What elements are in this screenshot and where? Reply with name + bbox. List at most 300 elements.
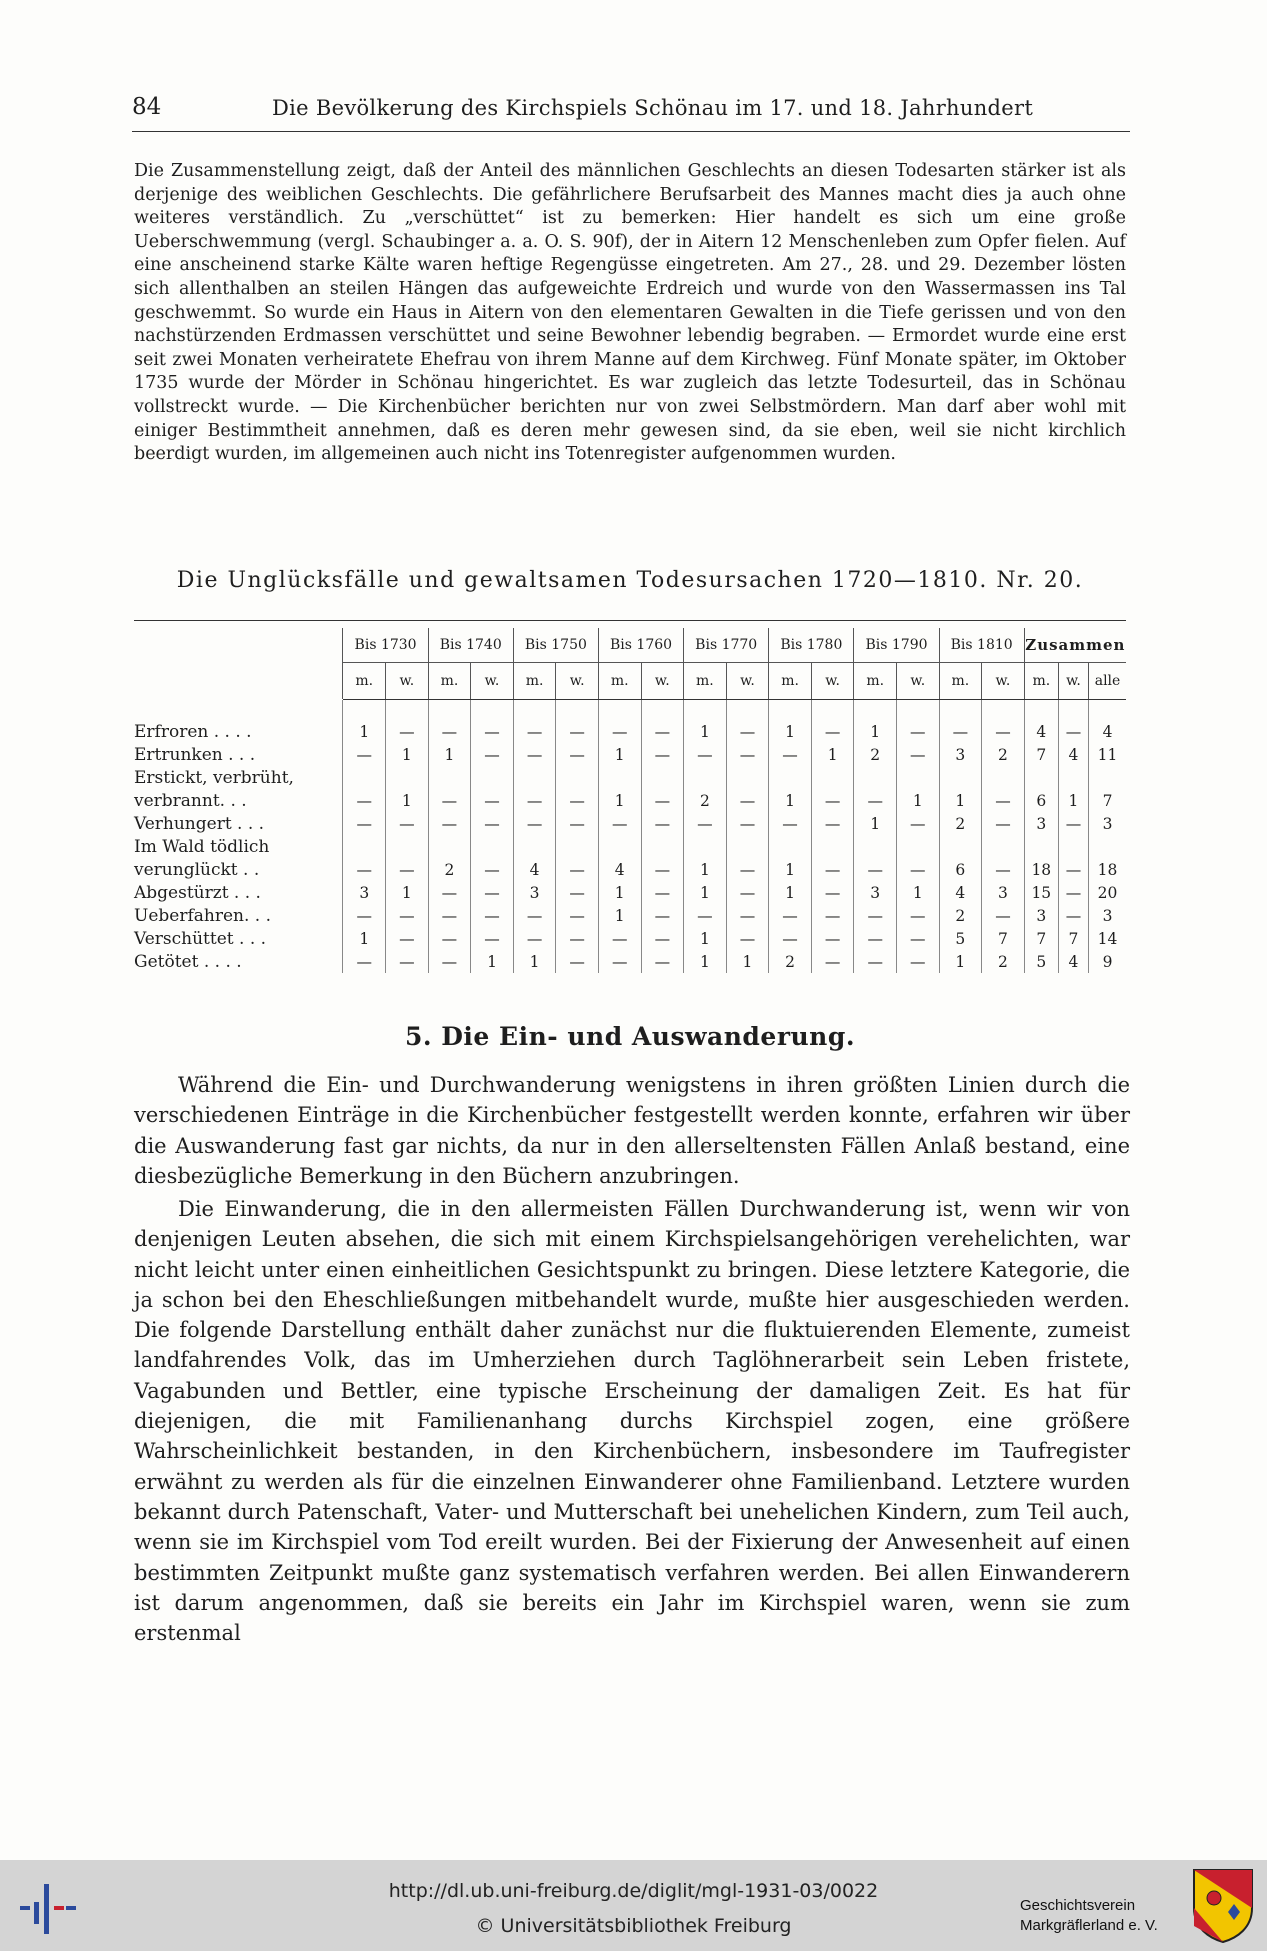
table-cell: — (471, 789, 514, 812)
table-cell (386, 835, 429, 858)
table-cell: 1 (598, 904, 641, 927)
table-cell: — (428, 950, 471, 973)
table-cell: 7 (1089, 789, 1126, 812)
table-cell: 20 (1089, 881, 1126, 904)
row-label: Getötet . . . . (134, 951, 242, 972)
table-cell: 18 (1089, 858, 1126, 881)
table-period-header-row (134, 628, 1126, 663)
table-cell: — (428, 881, 471, 904)
table-cell: 2 (428, 858, 471, 881)
table-cell (556, 700, 599, 721)
table-cell: 1 (769, 858, 812, 881)
table-cell: — (641, 950, 684, 973)
table-cell (939, 766, 982, 789)
table-cell: — (811, 789, 854, 812)
table-cell: 1 (471, 950, 514, 973)
table-cell: — (811, 904, 854, 927)
table-cell: 3 (1089, 812, 1126, 835)
section-heading: 5. Die Ein- und Auswanderung. (404, 1022, 856, 1051)
table-cell (726, 835, 769, 858)
period-header: Bis 1790 (854, 628, 939, 663)
table-cell: 2 (769, 950, 812, 973)
row-label: Im Wald tödlich (134, 836, 270, 857)
table-cell: — (386, 904, 429, 927)
table-cell: 2 (854, 743, 897, 766)
society-crest-icon[interactable] (1192, 1868, 1254, 1944)
table-cell: — (769, 904, 812, 927)
table-cell: 1 (684, 950, 727, 973)
table-row (134, 720, 1126, 743)
table-cell: 2 (939, 812, 982, 835)
table-cell (854, 835, 897, 858)
table-row (134, 904, 1126, 927)
table-row (134, 743, 1126, 766)
period-header: Bis 1810 (939, 628, 1024, 663)
table-cell (684, 700, 727, 721)
table-cell: 7 (1058, 927, 1088, 950)
table-cell: — (598, 812, 641, 835)
table-cell: 1 (811, 743, 854, 766)
table-cell: — (854, 927, 897, 950)
table-cell: 4 (1058, 950, 1088, 973)
table-cell (134, 700, 343, 721)
table-cell: — (343, 904, 386, 927)
table-cell: — (854, 950, 897, 973)
table-cell: 4 (1058, 743, 1088, 766)
total-header: Zusammen (1024, 628, 1126, 663)
table-cell: — (556, 720, 599, 743)
sub-header-female: w. (897, 663, 940, 700)
table-cell: — (854, 858, 897, 881)
header-rule (132, 131, 1130, 132)
table-cell: — (726, 743, 769, 766)
table-cell: — (598, 927, 641, 950)
table-cell (982, 766, 1025, 789)
table-cell: — (428, 720, 471, 743)
table-cell (854, 700, 897, 721)
table-cell: 1 (513, 950, 556, 973)
table-cell (939, 835, 982, 858)
sub-header-male: m. (343, 663, 386, 700)
table-spacer-row (134, 700, 1126, 721)
table-cell (982, 700, 1025, 721)
footer-url-link[interactable]: http://dl.ub.uni-freiburg.de/diglit/mgl-1931-03/0022 (388, 1880, 879, 1902)
table-cell (513, 700, 556, 721)
table-cell (897, 700, 940, 721)
table-cell (556, 835, 599, 858)
table-cell: 1 (726, 950, 769, 973)
table-cell: 4 (939, 881, 982, 904)
table-cell (811, 835, 854, 858)
table-cell: — (386, 950, 429, 973)
table-cell: — (982, 720, 1025, 743)
table-cell: 1 (684, 881, 727, 904)
table-cell: — (811, 881, 854, 904)
table-cell: 6 (1024, 789, 1058, 812)
table-row (134, 835, 1126, 858)
table-cell: — (471, 881, 514, 904)
table-cell: — (684, 812, 727, 835)
row-label: Abgestürzt . . . (134, 882, 261, 903)
table-cell: — (982, 904, 1025, 927)
table-cell: 3 (513, 881, 556, 904)
table-cell: 3 (1024, 812, 1058, 835)
table-cell: 3 (343, 881, 386, 904)
table-cell (854, 766, 897, 789)
table-cell: 4 (1024, 720, 1058, 743)
table-cell (811, 766, 854, 789)
table-cell (939, 700, 982, 721)
table-cell: — (939, 720, 982, 743)
sub-header-male: m. (854, 663, 897, 700)
period-header: Bis 1750 (513, 628, 598, 663)
table-cell: — (897, 743, 940, 766)
table-cell: — (811, 858, 854, 881)
table-cell: — (982, 812, 1025, 835)
table-cell: 4 (513, 858, 556, 881)
table-cell (1089, 835, 1126, 858)
table-cell (513, 835, 556, 858)
table-cell: — (854, 789, 897, 812)
table-cell: 1 (598, 789, 641, 812)
table-cell: — (897, 904, 940, 927)
row-label: Verhungert . . . (134, 813, 265, 834)
table-cell (471, 835, 514, 858)
period-header: Bis 1760 (598, 628, 683, 663)
table-cell: — (684, 743, 727, 766)
table-cell: — (513, 927, 556, 950)
table-cell: — (641, 904, 684, 927)
table-row (134, 766, 1126, 789)
table-cell: 18 (1024, 858, 1058, 881)
table-cell: — (811, 950, 854, 973)
viewer-footer (0, 1860, 1267, 1951)
table-cell: — (513, 812, 556, 835)
table-cell: — (556, 950, 599, 973)
table-cell: 1 (854, 720, 897, 743)
table-cell (1089, 766, 1126, 789)
table-cell (726, 700, 769, 721)
table-cell (556, 766, 599, 789)
table-cell: — (556, 789, 599, 812)
table-cell (769, 700, 812, 721)
table-cell (684, 766, 727, 789)
period-header: Bis 1780 (769, 628, 854, 663)
table-cell: — (684, 904, 727, 927)
table-cell: 4 (598, 858, 641, 881)
table-cell (684, 835, 727, 858)
sub-header-female: w. (726, 663, 769, 700)
row-label: verunglückt . . (134, 859, 260, 880)
table-cell: 1 (343, 720, 386, 743)
table-cell: 5 (1024, 950, 1058, 973)
table-cell: 1 (386, 743, 429, 766)
table-cell (598, 700, 641, 721)
table-cell: — (1058, 881, 1088, 904)
table-cell: 1 (769, 789, 812, 812)
table-cell: 1 (428, 743, 471, 766)
row-label: Erstickt, verbrüht, (134, 767, 294, 788)
table-cell: 1 (854, 812, 897, 835)
table-cell: — (386, 927, 429, 950)
table-cell: — (428, 812, 471, 835)
page-header (132, 94, 1130, 128)
table-cell: 3 (982, 881, 1025, 904)
intro-paragraph: Die Zusammenstellung zeigt, daß der Anteil des männlichen Geschlechts an diesen Todesarten stärker ist als derjenige des weiblichen Geschlechts. Die gefährlichere Berufsarbeit des Mannes macht dies ja auch ohne weiteres verständlich. Zu „verschüttet“ ist zu bemerken: Hier handelt es sich um eine große Ueberschwemmung (vergl. Schaubinger a. a. O. S. 90f), der in Aitern 12 Menschenleben zum Opfer fielen. Auf eine anscheinend starke Kälte waren heftige Regengüsse eingetreten. Am 27., 28. und 29. Dezember lösten sich allenthalben an steilen Hängen das aufgeweichte Erdreich und wurde von den Wassermassen ins Tal geschwemmt. So wurde ein Haus in Aitern von den elementaren Gewalten in die Tiefe gerissen und von den nachstürzenden Erdmassen verschüttet und seine Bewohner lebendig begraben. — Ermordet wurde eine erst seit zwei Monaten verheiratete Ehefrau von ihrem Manne auf dem Kirchweg. Fünf Monate später, im Oktober 1735 wurde der Mörder in Schönau hingerichtet. Es war zugleich das letzte Todesurteil, das in Schönau vollstreckt wurde. — Die Kirchenbücher berichten nur von zwei Selbstmördern. Man darf aber wohl mit einiger Bestimmtheit annehmen, daß es deren mehr gewesen sind, da sie eben, weil sie nicht kirchlich beerdigt wurden, im allgemeinen auch nicht ins Totenregister aufgenommen wurden. (134, 161, 1126, 465)
table-cell: — (811, 812, 854, 835)
table-cell (1024, 766, 1058, 789)
table-cell: 1 (684, 858, 727, 881)
table-cell (513, 766, 556, 789)
body-paragraph: Während die Ein- und Durchwanderung wenigstens in ihren größten Linien durch die verschiedenen Einträge in die Kirchenbücher festgestellt werden konnte, erfahren wir über die Auswanderung fast gar nichts, da nur in den allerseltensten Fällen Anlaß bestand, eine diesbezügliche Bemerkung in den Büchern anzubringen. (134, 1073, 1130, 1188)
table-cell: — (343, 789, 386, 812)
table-cell: 7 (1024, 927, 1058, 950)
table-cell (811, 700, 854, 721)
table-cell: 2 (982, 950, 1025, 973)
table-cell (641, 700, 684, 721)
table-cell (726, 766, 769, 789)
sub-header-female: w. (1058, 663, 1088, 700)
table-cell: — (897, 927, 940, 950)
sub-header-all: alle (1089, 663, 1126, 700)
table-cell: — (1058, 720, 1088, 743)
table-cell: — (386, 720, 429, 743)
table-cell (1058, 835, 1088, 858)
row-label: verbrannt. . . (134, 790, 247, 811)
table-cell: — (428, 904, 471, 927)
table-cell: — (513, 904, 556, 927)
table-cell: — (811, 927, 854, 950)
table-cell: — (513, 789, 556, 812)
table-cell: — (471, 927, 514, 950)
table-cell: — (1058, 904, 1088, 927)
table-cell: 6 (939, 858, 982, 881)
table-label-header (134, 628, 343, 700)
table-cell: 9 (1089, 950, 1126, 973)
footer-society-name (1020, 1896, 1158, 1936)
table-cell (598, 766, 641, 789)
row-label: Ertrunken . . . (134, 744, 256, 765)
table-cell: — (769, 812, 812, 835)
table-cell (897, 766, 940, 789)
period-header: Bis 1770 (684, 628, 769, 663)
table-cell: — (343, 858, 386, 881)
table-cell: — (556, 904, 599, 927)
table-cell: — (386, 858, 429, 881)
table-cell: — (641, 789, 684, 812)
page-number: 84 (132, 94, 162, 120)
table-cell: — (1058, 858, 1088, 881)
table-cell: — (726, 904, 769, 927)
table-cell (1024, 835, 1058, 858)
table-cell: — (556, 812, 599, 835)
table-row (134, 950, 1126, 973)
table-cell: — (641, 812, 684, 835)
table-cell: 2 (684, 789, 727, 812)
table-cell: — (513, 743, 556, 766)
table-cell: — (556, 881, 599, 904)
table-cell: — (641, 927, 684, 950)
running-head: Die Bevölkerung des Kirchspiels Schönau im 17. und 18. Jahrhundert (272, 96, 1034, 120)
table-cell (428, 766, 471, 789)
sub-header-male: m. (769, 663, 812, 700)
table-title: Die Unglücksfälle und gewaltsamen Todesursachen 1720—1810. Nr. 20. (176, 568, 1084, 593)
row-label: Ueberfahren. . . (134, 905, 271, 926)
table-cell (641, 835, 684, 858)
table-cell: — (726, 881, 769, 904)
table-cell (897, 835, 940, 858)
table-cell (471, 700, 514, 721)
table-cell: 1 (939, 950, 982, 973)
period-header: Bis 1740 (428, 628, 513, 663)
table-cell: 1 (769, 720, 812, 743)
table-body (134, 700, 1126, 974)
table-cell: — (854, 904, 897, 927)
table-cell: — (726, 789, 769, 812)
table-cell: — (428, 789, 471, 812)
table-cell: 7 (1024, 743, 1058, 766)
table-cell: — (726, 720, 769, 743)
table-cell (641, 766, 684, 789)
table-row (134, 812, 1126, 835)
table-cell: — (641, 881, 684, 904)
table-cell: 1 (684, 720, 727, 743)
sub-header-male: m. (598, 663, 641, 700)
table-cell (769, 835, 812, 858)
table-cell (769, 766, 812, 789)
table-cell: — (598, 720, 641, 743)
table-cell: — (982, 789, 1025, 812)
table-cell: — (386, 812, 429, 835)
footer-copyright: © Universitätsbibliothek Freiburg (475, 1915, 792, 1937)
table-cell: 1 (939, 789, 982, 812)
table-cell: — (726, 927, 769, 950)
table-cell: — (726, 858, 769, 881)
table-cell: — (556, 743, 599, 766)
table-cell: 2 (939, 904, 982, 927)
sub-header-male: m. (1024, 663, 1058, 700)
sub-header-female: w. (386, 663, 429, 700)
table-cell: — (1058, 812, 1088, 835)
table-cell: 1 (598, 881, 641, 904)
table-cell (343, 700, 386, 721)
table-cell: — (897, 812, 940, 835)
table-cell: — (726, 812, 769, 835)
table-cell: — (769, 927, 812, 950)
table-cell: — (982, 858, 1025, 881)
table-cell: 1 (897, 881, 940, 904)
table-cell: — (641, 743, 684, 766)
table-cell: — (556, 927, 599, 950)
table-cell: 5 (939, 927, 982, 950)
table-cell: 3 (939, 743, 982, 766)
table-cell: — (471, 743, 514, 766)
table-cell: — (343, 812, 386, 835)
sub-header-male: m. (428, 663, 471, 700)
table-cell: — (641, 858, 684, 881)
table-cell (428, 835, 471, 858)
statistics-table (134, 628, 1126, 973)
table-cell (428, 700, 471, 721)
table-cell: 15 (1024, 881, 1058, 904)
table-cell: — (556, 858, 599, 881)
table-cell: 1 (598, 743, 641, 766)
sub-header-female: w. (641, 663, 684, 700)
table-cell: 1 (386, 881, 429, 904)
sub-header-female: w. (556, 663, 599, 700)
table-cell: 2 (982, 743, 1025, 766)
table-cell (1089, 700, 1126, 721)
table-cell: 1 (897, 789, 940, 812)
table-cell: 3 (1024, 904, 1058, 927)
sub-header-male: m. (513, 663, 556, 700)
table-cell (982, 835, 1025, 858)
sub-header-female: w. (471, 663, 514, 700)
table-cell: 1 (343, 927, 386, 950)
table-cell: — (513, 720, 556, 743)
table-cell: — (343, 743, 386, 766)
table-cell: — (641, 720, 684, 743)
table-cell: — (811, 720, 854, 743)
table-cell: 11 (1089, 743, 1126, 766)
table-cell: 14 (1089, 927, 1126, 950)
table-cell: — (343, 950, 386, 973)
table-cell (598, 835, 641, 858)
table-row (134, 789, 1126, 812)
table-cell: — (471, 858, 514, 881)
table-row (134, 881, 1126, 904)
table-cell: 1 (386, 789, 429, 812)
table-cell: — (897, 720, 940, 743)
table-cell: 1 (1058, 789, 1088, 812)
period-header: Bis 1730 (343, 628, 428, 663)
table-cell (1058, 766, 1088, 789)
row-label: Erfroren . . . . (134, 721, 252, 742)
table-cell: — (471, 812, 514, 835)
table-cell: 4 (1089, 720, 1126, 743)
table-cell: — (897, 858, 940, 881)
table-cell: 3 (854, 881, 897, 904)
table-cell: — (471, 904, 514, 927)
table-cell: — (769, 743, 812, 766)
table-row (134, 927, 1126, 950)
table-cell (386, 766, 429, 789)
table-cell: — (598, 950, 641, 973)
body-paragraph: Die Einwanderung, die in den allermeisten Fällen Durchwanderung ist, wenn wir von denjenigen Leuten absehen, die sich mit einem Kirchspielsangehörigen verehelichten, war nicht leicht unter einen einheitlichen Gesichtspunkt zu bringen. Diese letztere Kategorie, die ja schon bei den Eheschließungen mitbehandelt wurde, mußte hier ausgeschieden werden. Die folgende Darstellung enthält daher zunächst nur die fluktuierenden Elemente, zumeist landfahrendes Volk, das im Umherziehen durch Taglöhnerarbeit sein Leben fristete, Vagabunden und Bettler, eine typische Erscheinung der damaligen Zeit. Es hat für diejenigen, die mit Familienanhang durchs Kirchspiel zogen, eine größere Wahrscheinlichkeit bestanden, in den Kirchenbüchern, insbesondere im Taufregister erwähnt zu werden als für die einzelnen Einwanderer ohne Familienband. Letztere wurden bekannt durch Patenschaft, Vater- und Mutterschaft bei unehelichen Kindern, zum Teil auch, wenn sie im Kirchspiel vom Tod ereilt wurden. Bei der Fixierung der Anwesenheit auf einen bestimmten Zeitpunkt mußte ganz systematisch verfahren werden. Bei allen Einwanderern ist darum angenommen, daß sie bereits ein Jahr im Kirchspiel waren, wenn sie zum erstenmal (134, 1197, 1130, 1646)
table-cell (1024, 700, 1058, 721)
table-cell: 3 (1089, 904, 1126, 927)
table-cell (386, 700, 429, 721)
sub-header-male: m. (684, 663, 727, 700)
row-label: Verschüttet . . . (134, 928, 267, 949)
table-cell: — (428, 927, 471, 950)
table-cell: 1 (769, 881, 812, 904)
table-cell: 1 (684, 927, 727, 950)
table-top-rule (134, 620, 1126, 621)
table-cell (343, 835, 386, 858)
table-cell (1058, 700, 1088, 721)
society-line-1: Geschichtsverein (1020, 1897, 1136, 1914)
table-cell: — (897, 950, 940, 973)
sub-header-male: m. (939, 663, 982, 700)
table-cell (471, 766, 514, 789)
table-row (134, 858, 1126, 881)
society-line-2: Markgräflerland e. V. (1020, 1917, 1158, 1934)
sub-header-female: w. (982, 663, 1025, 700)
sub-header-female: w. (811, 663, 854, 700)
table-cell: 7 (982, 927, 1025, 950)
table-cell (343, 766, 386, 789)
